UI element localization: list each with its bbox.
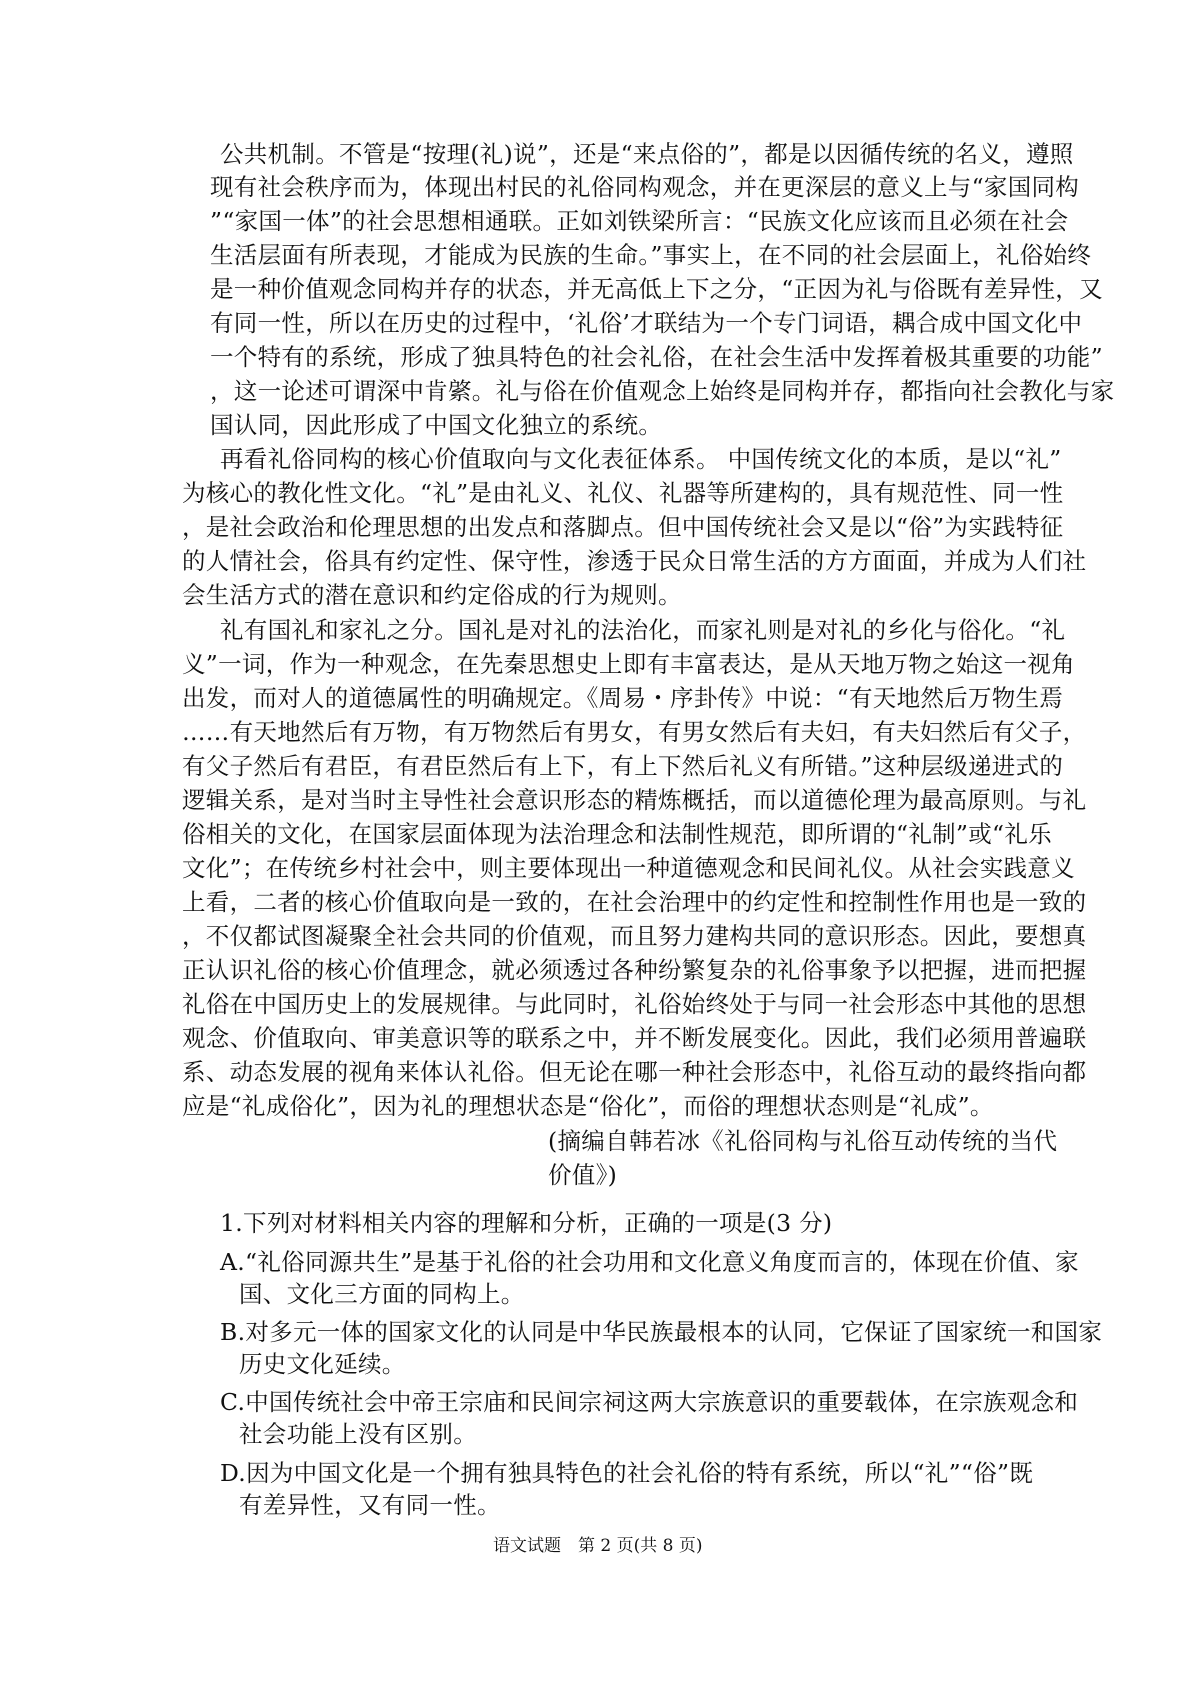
option-line: 历史文化延续。 (239, 1350, 406, 1378)
text-line: 俗相关的文化，在国家层面体现为法治理念和法制性规范，即所谓的“礼制”或“礼乐 (182, 820, 1052, 848)
text-line: 是一种价值观念同构并存的状态，并无高低上下之分，“正因为礼与俗既有差异性，又 (210, 275, 1103, 303)
text-line: 会生活方式的潜在意识和约定俗成的行为规则。 (182, 581, 682, 609)
text-line: 一个特有的系统，形成了独具特色的社会礼俗，在社会生活中发挥着极其重要的功能” (210, 343, 1103, 371)
text-line: ，这一论述可谓深中肯綮。礼与俗在价值观念上始终是同构并存，都指向社会教化与家 (210, 377, 1115, 405)
text-line: 文化”；在传统乡村社会中，则主要体现出一种道德观念和民间礼仪。从社会实践意义 (182, 854, 1075, 882)
text-line: 出发，而对人的道德属性的明确规定。《周易・序卦传》中说：“有天地然后万物生焉 (182, 684, 1064, 712)
text-line: 礼俗在中国历史上的发展规律。与此同时，礼俗始终处于与同一社会形态中其他的思想 (182, 990, 1087, 1018)
page-footer: 语文试题 第 2 页(共 8 页) (493, 1536, 703, 1556)
text-line: 系、动态发展的视角来体认礼俗。但无论在哪一种社会形态中，礼俗互动的最终指向都 (182, 1058, 1087, 1086)
text-line: 生活层面有所表现，才能成为民族的生命。”事实上，在不同的社会层面上，礼俗始终 (210, 241, 1092, 269)
text-line: 礼有国礼和家礼之分。国礼是对礼的法治化，而家礼则是对礼的乡化与俗化。“礼 (220, 616, 1066, 644)
text-line: 的人情社会，俗具有约定性、保守性，渗透于民众日常生活的方方面面，并成为人们社 (182, 547, 1087, 575)
text-line: 公共机制。不管是“按理(礼)说”，还是“来点俗的”，都是以因循传统的名义，遵照 (220, 140, 1074, 168)
question-stem: 1.下列对材料相关内容的理解和分析，正确的一项是(3 分) (220, 1209, 833, 1237)
text-line: ……有天地然后有万物，有万物然后有男女，有男女然后有夫妇，有夫妇然后有父子， (182, 718, 1087, 746)
text-line: 为核心的教化性文化。“礼”是由礼义、礼仪、礼器等所建构的，具有规范性、同一性 (182, 479, 1064, 507)
option-line: D.因为中国文化是一个拥有独具特色的社会礼俗的特有系统，所以“礼”“俗”既 (220, 1459, 1034, 1487)
option-line: B.对多元一体的国家文化的认同是中华民族最根本的认同，它保证了国家统一和国家 (220, 1318, 1103, 1346)
text-line: 义”一词，作为一种观念，在先秦思想史上即有丰富表达，是从天地万物之始这一视角 (182, 650, 1075, 678)
citation-line: 价值》) (548, 1161, 618, 1189)
text-line: 上看，二者的核心价值取向是一致的，在社会治理中的约定性和控制性作用也是一致的 (182, 888, 1087, 916)
text-line: 有同一性，所以在历史的过程中，‘礼俗’才联结为一个专门词语，耦合成中国文化中 (210, 309, 1083, 337)
text-line: 国认同，因此形成了中国文化独立的系统。 (210, 411, 663, 439)
option-line: 有差异性，又有同一性。 (239, 1491, 501, 1519)
citation-line: (摘编自韩若冰《礼俗同构与礼俗互动传统的当代 (548, 1127, 1058, 1155)
text-line: ，不仅都试图凝聚全社会共同的价值观，而且努力建构共同的意识形态。因此，要想真 (182, 922, 1087, 950)
option-line: C.中国传统社会中帝王宗庙和民间宗祠这两大宗族意识的重要载体，在宗族观念和 (220, 1388, 1079, 1416)
text-line: 逻辑关系，是对当时主导性社会意识形态的精炼概括，而以道德伦理为最高原则。与礼 (182, 786, 1087, 814)
text-line: ”“家国一体”的社会思想相通联。正如刘铁梁所言：“民族文化应该而且必须在社会 (210, 207, 1069, 235)
option-line: A.“礼俗同源共生”是基于礼俗的社会功用和文化意义角度而言的，体现在价值、家 (220, 1248, 1079, 1276)
text-line: 正认识礼俗的核心价值理念，就必须透过各种纷繁复杂的礼俗事象予以把握，进而把握 (182, 956, 1087, 984)
option-line: 国、文化三方面的同构上。 (239, 1280, 525, 1308)
text-line: 现有社会秩序而为，体现出村民的礼俗同构观念，并在更深层的意义上与“家国同构 (210, 173, 1080, 201)
text-line: 有父子然后有君臣，有君臣然后有上下，有上下然后礼义有所错。”这种层级递进式的 (182, 752, 1064, 780)
text-line: 再看礼俗同构的核心价值取向与文化表征体系。 中国传统文化的本质，是以“礼” (220, 445, 1062, 473)
text-line: 应是“礼成俗化”，因为礼的理想状态是“俗化”，而俗的理想状态则是“礼成”。 (182, 1092, 994, 1120)
text-line: 观念、价值取向、审美意识等的联系之中，并不断发展变化。因此，我们必须用普遍联 (182, 1024, 1087, 1052)
option-line: 社会功能上没有区别。 (239, 1420, 477, 1448)
text-line: ，是社会政治和伦理思想的出发点和落脚点。但中国传统社会又是以“俗”为实践特征 (182, 513, 1064, 541)
